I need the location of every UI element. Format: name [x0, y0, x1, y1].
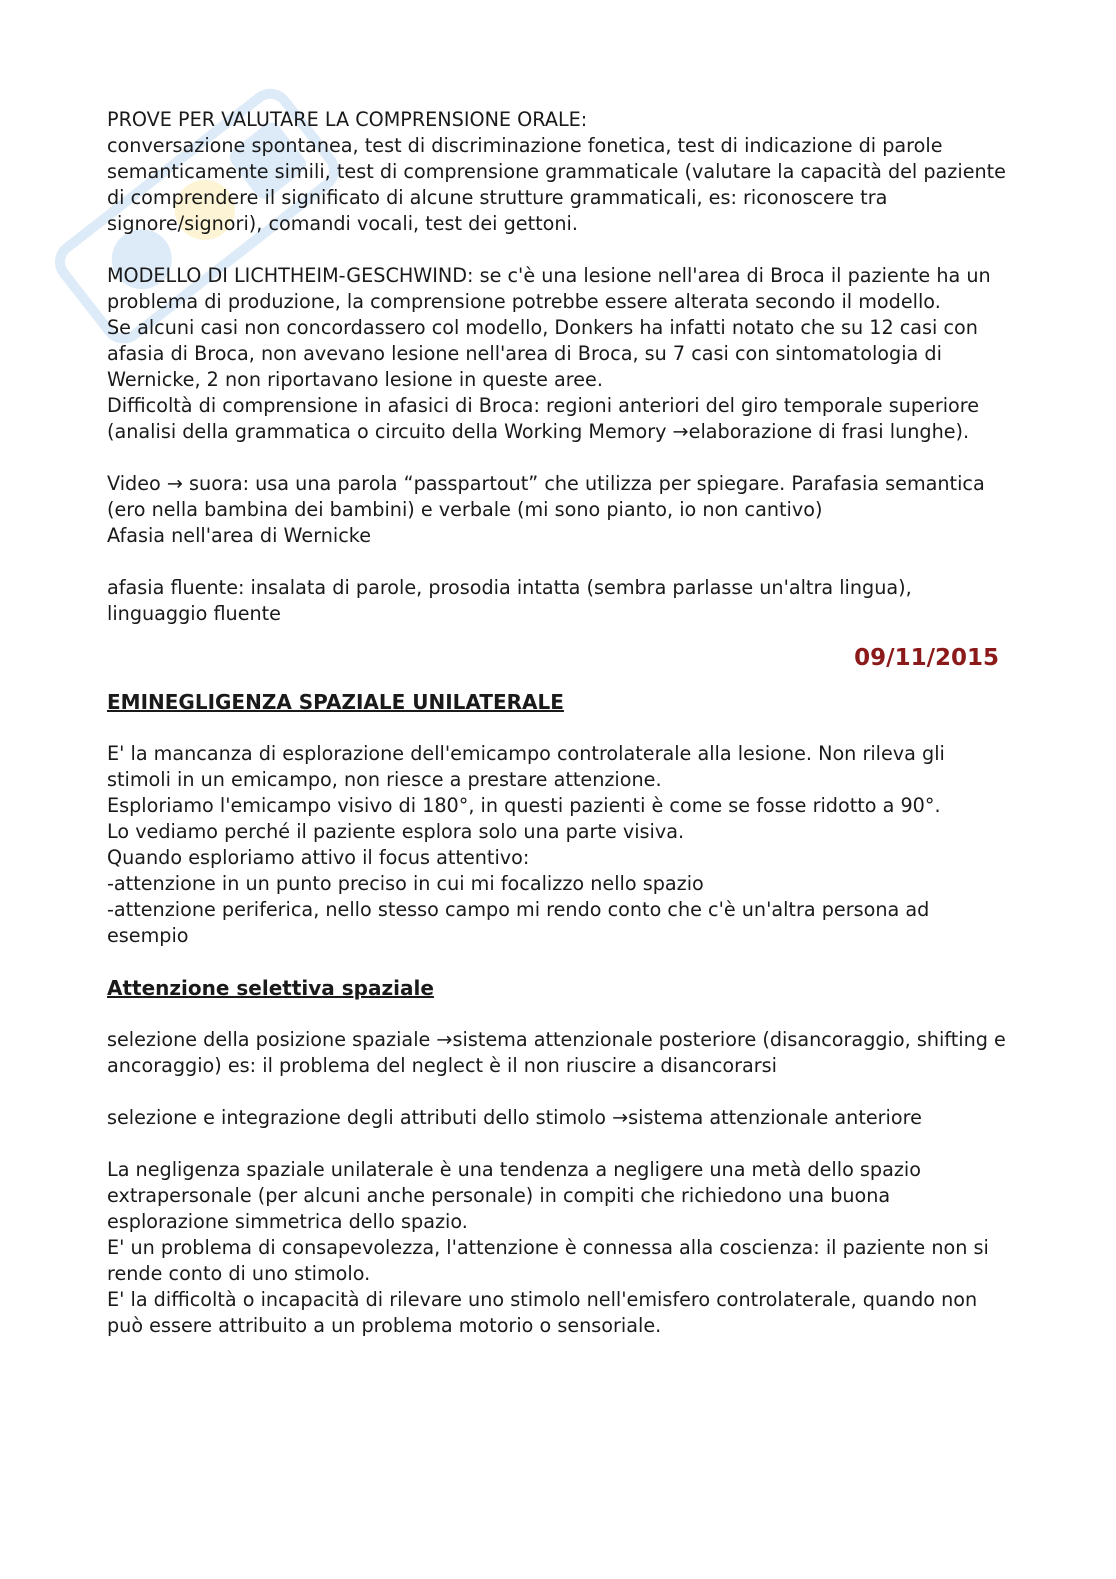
section-comprensione-orale [107, 107, 1007, 237]
paragraph: selezione della posizione spaziale →sistema attenzionale posteriore (disancoraggio, shifting e ancoraggio) es: il problema del neglect è il non riuscire a disancorarsi [107, 1028, 1006, 1077]
document-body [107, 107, 1007, 1339]
paragraph: E' la mancanza di esplorazione dell'emicampo controlaterale alla lesione. Non rileva gli stimoli in un emicampo, non riesce a prestare attenzione. [107, 742, 945, 791]
paragraph: afasia fluente: insalata di parole, prosodia intatta (sembra parlasse un'altra lingua), linguaggio fluente [107, 576, 912, 625]
lecture-date: 09/11/2015 [854, 645, 999, 671]
paragraph: E' la difficoltà o incapacità di rilevare uno stimolo nell'emisfero controlaterale, quando non può essere attribuito a un problema motorio o sensoriale. [107, 1288, 978, 1337]
section-afasia-fluente [107, 575, 1007, 627]
section-heading-eminegligenza: EMINEGLIGENZA SPAZIALE UNILATERALE [107, 690, 564, 714]
section-heading-attenzione: Attenzione selettiva spaziale [107, 976, 434, 1000]
list-item: -attenzione in un punto preciso in cui mi focalizzo nello spazio [107, 872, 704, 895]
paragraph: Difficoltà di comprensione in afasici di Broca: regioni anteriori del giro temporale superiore (analisi della grammatica o circuito della Working Memory →elaborazione di frasi lunghe). [107, 394, 980, 443]
paragraph: Esploriamo l'emicampo visivo di 180°, in questi pazienti è come se fosse ridotto a 90°. [107, 794, 941, 817]
paragraph: MODELLO DI LICHTHEIM-GESCHWIND: se c'è una lesione nell'area di Broca il paziente ha un problema di produzione, la comprensione potrebbe essere alterata secondo il modello. [107, 264, 991, 313]
paragraph: La negligenza spaziale unilaterale è una tendenza a negligere una metà dello spazio extrapersonale (per alcuni anche personale) in compiti che richiedono una buona esplorazione simmetrica dello spazio. [107, 1158, 921, 1233]
paragraph: conversazione spontanea, test di discriminazione fonetica, test di indicazione di parole semanticamente simili, test di comprensione grammaticale (valutare la capacità del paziente di comprendere il significato di alcune strutture grammaticali, es: riconoscere tra signore/signori), comandi vocali, test dei gettoni. [107, 134, 1006, 235]
paragraph: Lo vediamo perché il paziente esplora solo una parte visiva. [107, 820, 685, 843]
section-video [107, 471, 1007, 549]
section-eminegligenza [107, 741, 1007, 949]
section-heading: PROVE PER VALUTARE LA COMPRENSIONE ORALE: [107, 108, 588, 131]
paragraph: E' un problema di consapevolezza, l'attenzione è connessa alla coscienza: il paziente non si rende conto di uno stimolo. [107, 1236, 989, 1285]
paragraph: selezione e integrazione degli attributi dello stimolo →sistema attenzionale anteriore [107, 1106, 922, 1129]
paragraph: Afasia nell'area di Wernicke [107, 524, 372, 547]
paragraph: Video → suora: usa una parola “passpartout” che utilizza per spiegare. Parafasia semantica (ero nella bambina dei bambini) e verbale (mi sono pianto, io non cantivo) [107, 472, 985, 521]
paragraph: Se alcuni casi non concordassero col modello, Donkers ha infatti notato che su 12 casi con afasia di Broca, non avevano lesione nell'area di Broca, su 7 casi con sintomatologia di Wernicke, 2 non riportavano lesione in queste aree. [107, 316, 978, 391]
section-attenzione [107, 1027, 1007, 1339]
list-item: -attenzione periferica, nello stesso campo mi rendo conto che c'è un'altra persona ad esempio [107, 898, 930, 947]
section-lichtheim [107, 263, 1007, 445]
paragraph: Quando esploriamo attivo il focus attentivo: [107, 846, 530, 869]
